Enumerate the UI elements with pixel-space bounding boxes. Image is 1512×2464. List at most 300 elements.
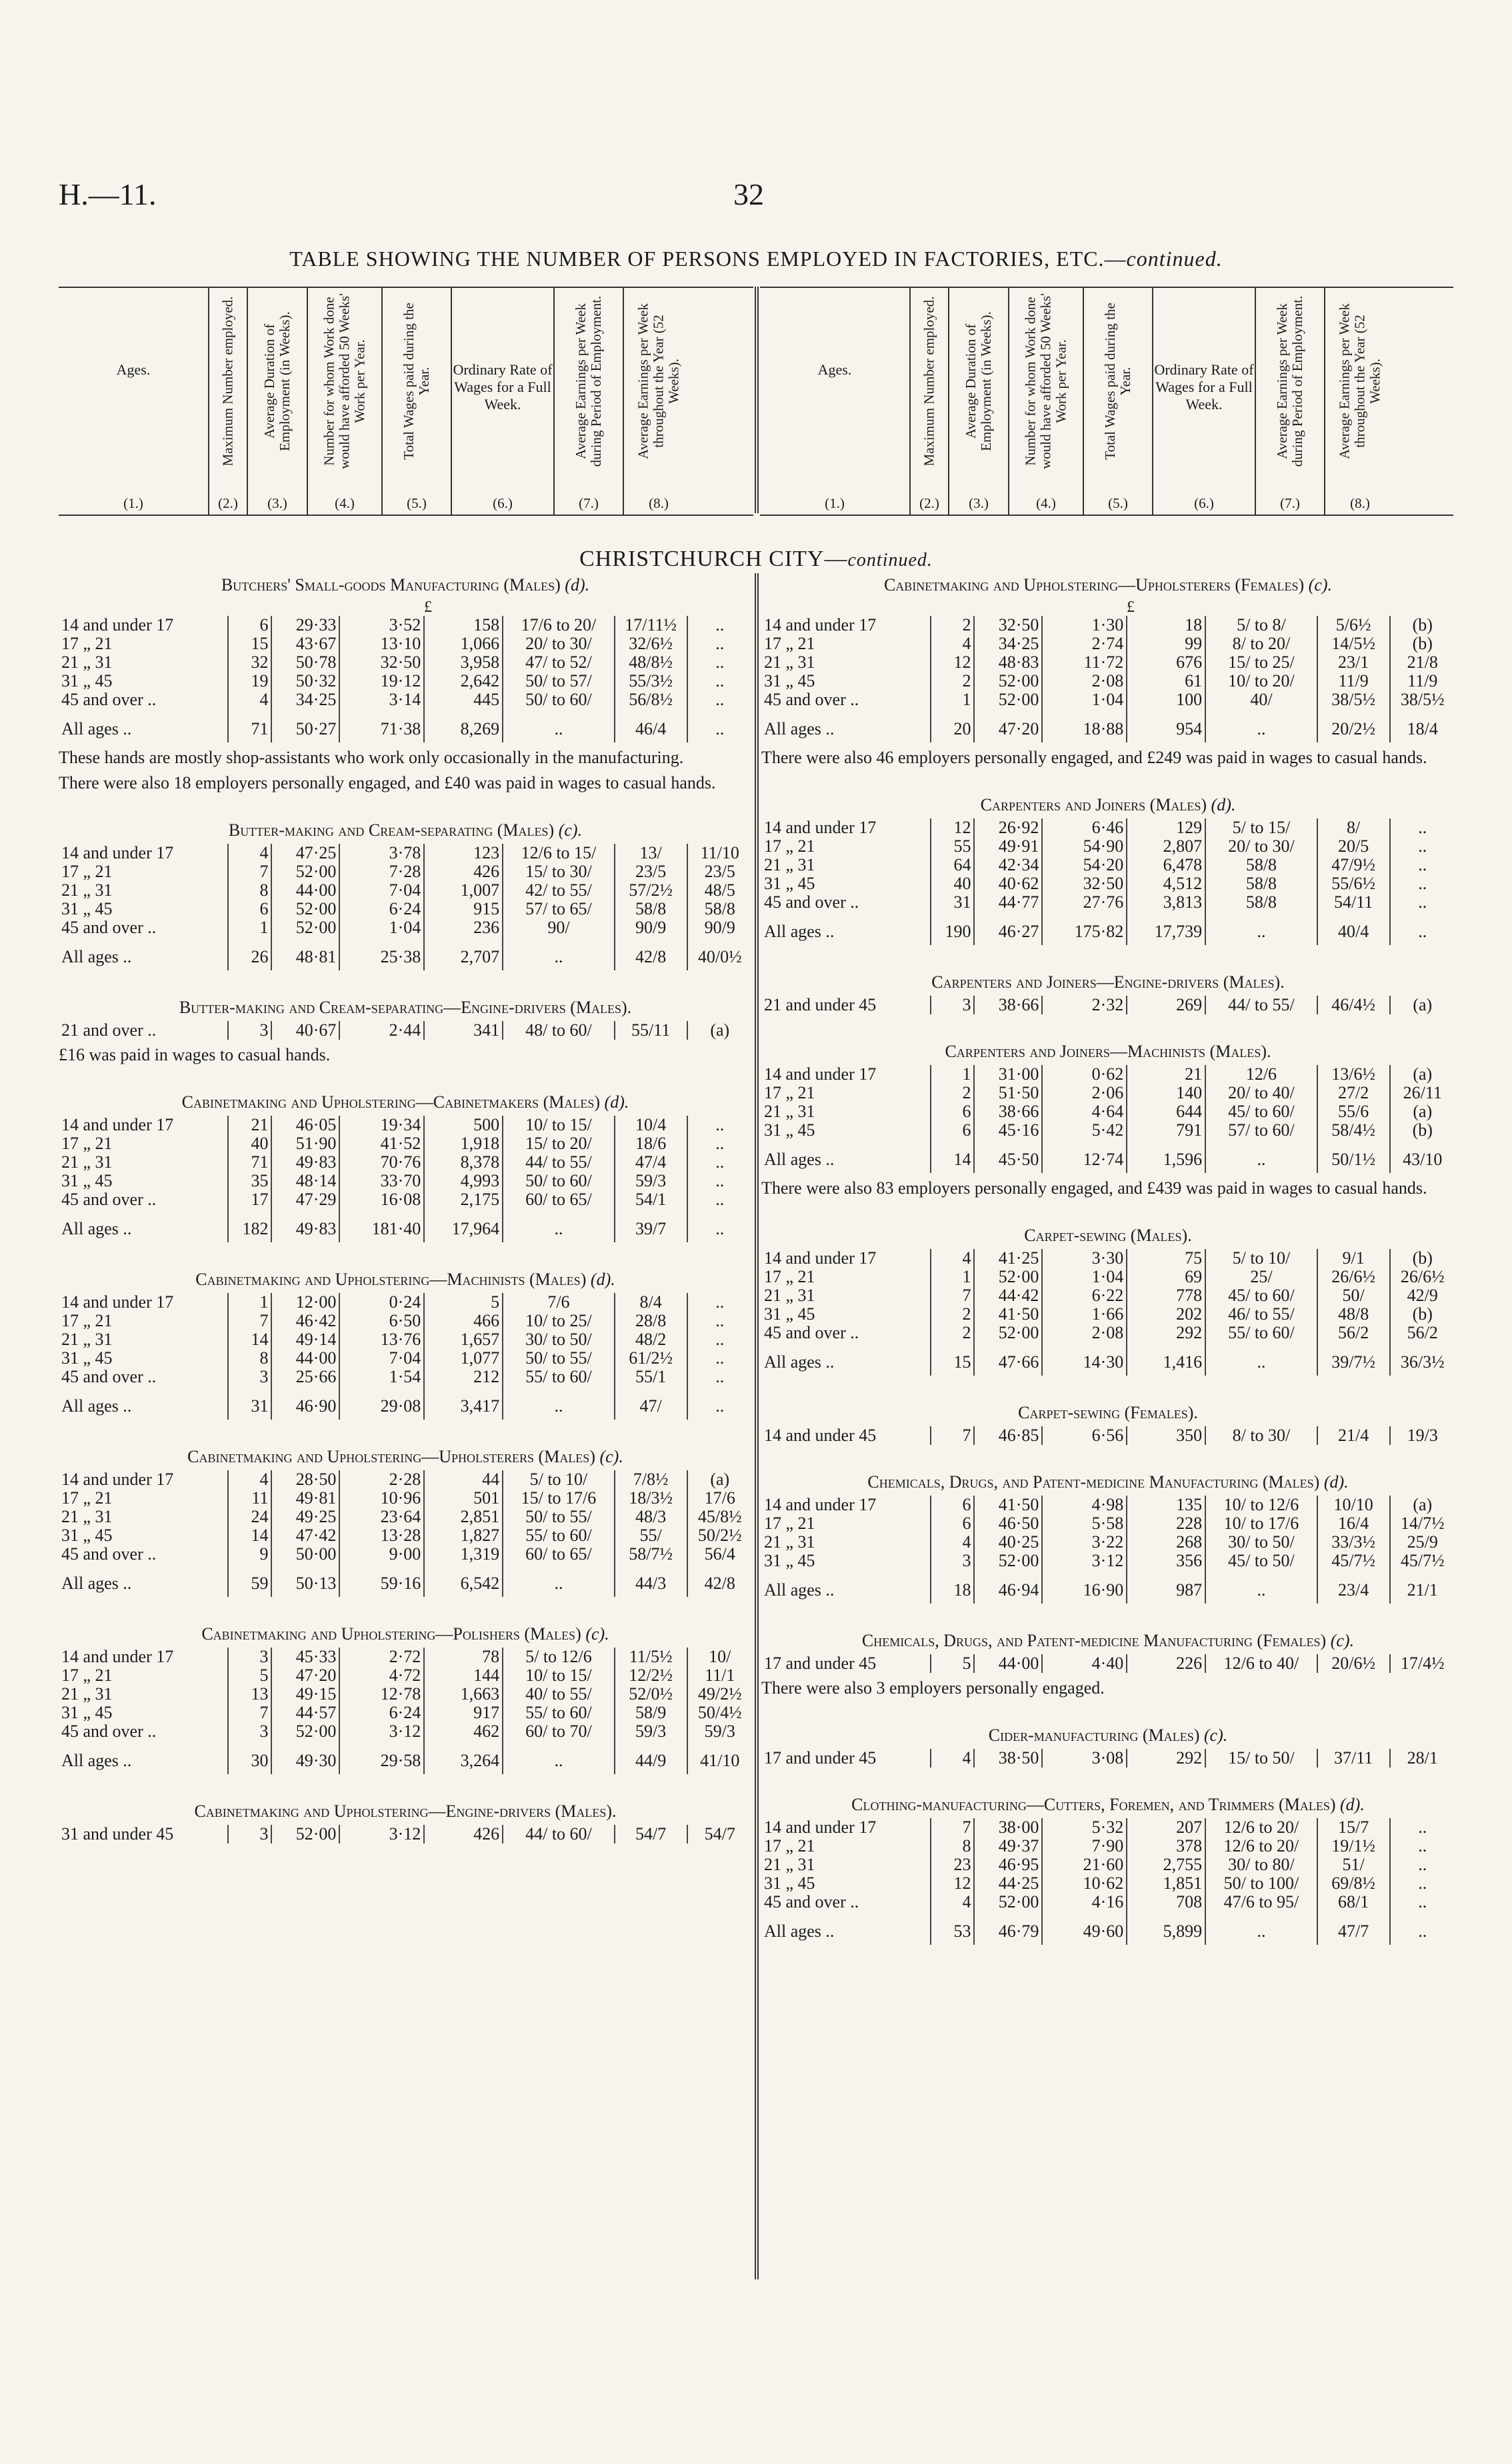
- cell: 14 and under 17: [61, 616, 174, 634]
- cell: 31 „ 45: [61, 1349, 113, 1368]
- cell: 3,264: [424, 1741, 503, 1774]
- cell: 21 „ 31: [61, 881, 113, 900]
- table-row: [59, 1312, 752, 1330]
- header-col-number: (8.): [649, 495, 669, 511]
- cell: 17 „ 21: [61, 1666, 113, 1685]
- table-section: [761, 575, 1455, 768]
- cell: 52·00: [271, 918, 339, 937]
- cell: (a): [1390, 1102, 1455, 1121]
- cell: 3·08: [1042, 1749, 1127, 1768]
- cell: 3: [931, 1552, 975, 1570]
- cell: 14 and under 17: [61, 1648, 174, 1666]
- cell: 11/9: [1390, 672, 1455, 690]
- table-row: [59, 1470, 752, 1489]
- cell: 58/8: [1205, 874, 1317, 893]
- cell: 48·81: [271, 937, 339, 970]
- data-table: [59, 1116, 752, 1242]
- cell: 0·24: [339, 1293, 424, 1312]
- cell: 56/2: [1317, 1324, 1390, 1342]
- cell: ..: [687, 1368, 752, 1386]
- cell: 56/8½: [615, 690, 687, 709]
- cell: 40/4: [1317, 912, 1390, 945]
- table-row: [761, 1121, 1455, 1140]
- table-section: [59, 997, 752, 1065]
- cell: 25/9: [1390, 1533, 1455, 1552]
- table-row: [59, 1153, 752, 1172]
- table-row: [59, 881, 752, 900]
- cell: ..: [1390, 1874, 1455, 1893]
- cell: 3·12: [339, 1825, 424, 1844]
- cell: 69: [1127, 1268, 1205, 1286]
- data-table: [761, 1818, 1455, 1945]
- table-row: [59, 1116, 752, 1134]
- cell: 6: [931, 1121, 975, 1140]
- cell: All ages ..: [61, 1751, 132, 1770]
- cell: 6: [931, 1496, 975, 1514]
- cell: 1,918: [424, 1134, 503, 1153]
- cell: 23/4: [1317, 1570, 1390, 1604]
- cell: 100: [1127, 690, 1205, 709]
- table-row: [761, 837, 1455, 856]
- header-label: Ages.: [116, 361, 151, 378]
- cell: (b): [1390, 616, 1455, 634]
- cell: 7·04: [339, 881, 424, 900]
- cell: 5/6½: [1317, 616, 1390, 634]
- section-title: Carpenters and Joiners (Males) (d).: [980, 795, 1236, 814]
- cell: 25·66: [271, 1368, 339, 1386]
- cell: 19·12: [339, 672, 424, 690]
- cell: ..: [1390, 1818, 1455, 1837]
- cell: 14·30: [1042, 1342, 1127, 1376]
- cell: 17 „ 21: [764, 837, 815, 856]
- cell: 16·90: [1042, 1570, 1127, 1604]
- table-section: [761, 1041, 1455, 1198]
- cell: 54/7: [615, 1825, 687, 1844]
- table-row: [59, 844, 752, 862]
- cell: 31·00: [974, 1065, 1042, 1084]
- table-section: [59, 1624, 752, 1774]
- table-row: [761, 856, 1455, 874]
- cell: 5: [424, 1293, 503, 1312]
- cell: 58/4½: [1317, 1121, 1390, 1140]
- cell: ..: [1390, 1855, 1455, 1874]
- header-col-number: (2.): [218, 495, 238, 511]
- cell: 8: [931, 1837, 975, 1855]
- total-row: [761, 1911, 1455, 1945]
- cell: 26/11: [1390, 1084, 1455, 1102]
- header-col-8: [1324, 288, 1395, 515]
- cell: 31 „ 45: [764, 672, 815, 690]
- cell: 46·27: [974, 912, 1042, 945]
- data-table: [59, 1293, 752, 1420]
- cell: 268: [1127, 1533, 1205, 1552]
- cell: 4: [228, 844, 272, 862]
- cell: 55/ to 60/: [503, 1704, 615, 1722]
- cell: 14 and under 17: [764, 1065, 877, 1084]
- cell: 7: [931, 1426, 975, 1445]
- cell: 1·66: [1042, 1305, 1127, 1324]
- cell: 20/ to 30/: [1205, 837, 1317, 856]
- cell: 1,657: [424, 1330, 503, 1349]
- cell: 20/ to 40/: [1205, 1084, 1317, 1102]
- cell: 8/: [1317, 818, 1390, 837]
- cell: 50/ to 100/: [1205, 1874, 1317, 1893]
- cell: 49·83: [271, 1153, 339, 1172]
- cell: 44·00: [271, 881, 339, 900]
- table-row: [761, 1102, 1455, 1121]
- cell: All ages ..: [61, 1219, 132, 1238]
- cell: 49·30: [271, 1741, 339, 1774]
- cell: 30: [228, 1741, 272, 1774]
- cell: 45/ to 60/: [1205, 1286, 1317, 1305]
- cell: 99: [1127, 634, 1205, 653]
- cell: (b): [1390, 1121, 1455, 1140]
- cell: 39/7: [615, 1209, 687, 1242]
- header-col-2: [208, 288, 247, 515]
- cell: 2: [931, 672, 975, 690]
- header-label: Total Wages paid during the Year.: [401, 303, 432, 460]
- cell: 12/6 to 20/: [1205, 1837, 1317, 1855]
- cell: 23: [931, 1855, 975, 1874]
- total-row: [761, 1570, 1455, 1604]
- cell: 47/4: [615, 1153, 687, 1172]
- cell: 6,478: [1127, 856, 1205, 874]
- cell: 50·27: [271, 709, 339, 742]
- cell: 14 and under 17: [61, 844, 174, 862]
- cell: All ages ..: [61, 1396, 132, 1416]
- cell: 708: [1127, 1893, 1205, 1911]
- table-row: [59, 1330, 752, 1349]
- header-label: Total Wages paid during the Year.: [1102, 303, 1133, 460]
- table-row: [59, 1489, 752, 1508]
- section-note: There were also 18 employers personally engaged, and £40 was paid in wages to casual hands.: [59, 773, 716, 792]
- cell: All ages ..: [764, 922, 835, 941]
- cell: 21 and over ..: [61, 1021, 157, 1040]
- data-table: [59, 1648, 752, 1774]
- cell: 16/4: [1317, 1514, 1390, 1533]
- section-title: Chemicals, Drugs, and Patent-medicine Manufacturing (Males) (d).: [867, 1472, 1349, 1492]
- cell: 1·30: [1042, 616, 1127, 634]
- cell: 38/5½: [1317, 690, 1390, 709]
- cell: 21/8: [1390, 653, 1455, 672]
- cell: ..: [687, 709, 752, 742]
- table-row: [59, 1722, 752, 1741]
- cell: 17/4½: [1390, 1654, 1455, 1673]
- table-section: [59, 1801, 752, 1844]
- table-row: [761, 1286, 1455, 1305]
- table-row: [59, 1704, 752, 1722]
- cell: 45/7½: [1317, 1552, 1390, 1570]
- cell: 17 „ 21: [764, 1514, 815, 1533]
- cell: 2: [931, 1324, 975, 1342]
- cell: ..: [503, 1564, 615, 1597]
- cell: 44·57: [271, 1704, 339, 1722]
- cell: 8/ to 30/: [1205, 1426, 1317, 1445]
- cell: 26/6½: [1390, 1268, 1455, 1286]
- cell: 39/7½: [1317, 1342, 1390, 1376]
- cell: 52·00: [974, 1552, 1042, 1570]
- cell: 71: [228, 1153, 272, 1172]
- cell: 31 „ 45: [61, 1172, 113, 1190]
- cell: 13·76: [339, 1330, 424, 1349]
- cell: 5·42: [1042, 1121, 1127, 1140]
- table-section: [59, 820, 752, 970]
- cell: 3: [228, 1825, 272, 1844]
- cell: 4,993: [424, 1172, 503, 1190]
- city-heading: CHRISTCHURCH CITY—continued.: [579, 547, 933, 571]
- cell: 1,319: [424, 1545, 503, 1564]
- table-row: [59, 918, 752, 937]
- cell: 71·38: [339, 709, 424, 742]
- cell: 14 and under 17: [764, 1496, 877, 1514]
- table-row: [761, 874, 1455, 893]
- cell: 45 and over ..: [61, 1722, 157, 1741]
- cell: 13/6½: [1317, 1065, 1390, 1084]
- cell: 49·81: [271, 1489, 339, 1508]
- cell: 61/2½: [615, 1349, 687, 1368]
- section-title: Cider-manufacturing (Males) (c).: [988, 1726, 1228, 1745]
- cell: ..: [503, 1386, 615, 1420]
- cell: 11·72: [1042, 653, 1127, 672]
- cell: 123: [424, 844, 503, 862]
- cell: 31 „ 45: [764, 1121, 815, 1140]
- section-note: These hands are mostly shop-assistants who work only occasionally in the manufacturing.: [59, 748, 684, 767]
- cell: ..: [1205, 1911, 1317, 1945]
- cell: ..: [687, 1172, 752, 1190]
- cell: 21 „ 31: [764, 653, 815, 672]
- cell: 36/3½: [1390, 1342, 1455, 1376]
- cell: 778: [1127, 1286, 1205, 1305]
- cell: 8/ to 20/: [1205, 634, 1317, 653]
- table-row: [761, 1855, 1455, 1874]
- cell: 21 „ 31: [61, 1685, 113, 1704]
- cell: ..: [687, 1312, 752, 1330]
- cell: 17 „ 21: [764, 1268, 815, 1286]
- cell: ..: [687, 1349, 752, 1368]
- cell: 44/3: [615, 1564, 687, 1597]
- cell: 378: [1127, 1837, 1205, 1855]
- cell: 18·88: [1042, 709, 1127, 742]
- cell: 3,813: [1127, 893, 1205, 912]
- cell: 31 „ 45: [61, 1526, 113, 1545]
- cell: 20/6½: [1317, 1654, 1390, 1673]
- cell: 90/9: [615, 918, 687, 937]
- cell: 4·72: [339, 1666, 424, 1685]
- cell: 10/: [687, 1648, 752, 1666]
- cell: 5/ to 12/6: [503, 1648, 615, 1666]
- data-table: [761, 1065, 1455, 1173]
- header-label: Average Earnings per Week throughout the Year (52 Weeks).: [1336, 303, 1383, 459]
- cell: 69/8½: [1317, 1874, 1390, 1893]
- header-label: Maximum Number employed.: [219, 296, 236, 467]
- cell: 10/ to 15/: [503, 1116, 615, 1134]
- cell: 18: [1127, 616, 1205, 634]
- total-row: [59, 709, 752, 742]
- cell: (b): [1390, 1305, 1455, 1324]
- header-col-2: [909, 288, 948, 515]
- section-title: Carpet-sewing (Females).: [1018, 1403, 1198, 1422]
- cell: 47·29: [271, 1190, 339, 1209]
- cell: 58/7½: [615, 1545, 687, 1564]
- cell: ..: [1205, 1140, 1317, 1173]
- cell: 2·44: [339, 1021, 424, 1040]
- cell: 46·95: [974, 1855, 1042, 1874]
- cell: 45·16: [974, 1121, 1042, 1140]
- cell: 52·00: [271, 1722, 339, 1741]
- cell: 38·66: [974, 996, 1042, 1014]
- cell: 48/2: [615, 1330, 687, 1349]
- cell: 10/ to 12/6: [1205, 1496, 1317, 1514]
- cell: 17 „ 21: [61, 634, 113, 653]
- cell: 6: [931, 1102, 975, 1121]
- cell: 12: [931, 818, 975, 837]
- cell: 21/1: [1390, 1570, 1455, 1604]
- table-row: [761, 1654, 1455, 1673]
- cell: 60/ to 65/: [503, 1545, 615, 1564]
- cell: 43/10: [1390, 1140, 1455, 1173]
- header-label: Ordinary Rate of Wages for a Full Week.: [1154, 361, 1254, 413]
- cell: 47/ to 52/: [503, 653, 615, 672]
- cell: 51/: [1317, 1855, 1390, 1874]
- cell: 12·00: [271, 1293, 339, 1312]
- cell: 14: [228, 1526, 272, 1545]
- data-table: [761, 996, 1455, 1014]
- cell: 49/2½: [687, 1685, 752, 1704]
- header-col-5: [381, 288, 451, 515]
- cell: 15/ to 25/: [1205, 653, 1317, 672]
- cell: 1: [931, 1065, 975, 1084]
- total-row: [59, 1564, 752, 1597]
- data-table: [761, 1654, 1455, 1673]
- cell: 10/ to 15/: [503, 1666, 615, 1685]
- cell: 51·50: [974, 1084, 1042, 1102]
- cell: ..: [1205, 1342, 1317, 1376]
- table-row: [761, 1514, 1455, 1533]
- header-col-7: [1255, 288, 1324, 515]
- cell: 42·34: [974, 856, 1042, 874]
- cell: ..: [1205, 1570, 1317, 1604]
- cell: 55/11: [615, 1021, 687, 1040]
- cell: 13·28: [339, 1526, 424, 1545]
- cell: 41·50: [974, 1305, 1042, 1324]
- cell: 46·90: [271, 1386, 339, 1420]
- cell: 58/8: [687, 900, 752, 918]
- cell: 42/ to 55/: [503, 881, 615, 900]
- cell: 2·74: [1042, 634, 1127, 653]
- cell: 44: [424, 1470, 503, 1489]
- table-row: [59, 1545, 752, 1564]
- section-title: Cabinetmaking and Upholstering—Upholsterers (Males) (c).: [187, 1447, 623, 1466]
- table-section: [59, 1092, 752, 1242]
- cell: 7: [931, 1286, 975, 1305]
- cell: 31 „ 45: [61, 900, 113, 918]
- table-row: [59, 690, 752, 709]
- cell: (b): [1390, 1249, 1455, 1268]
- page-number: 32: [733, 177, 764, 211]
- cell: 2·32: [1042, 996, 1127, 1014]
- cell: 55/ to 60/: [1205, 1324, 1317, 1342]
- cell: 57/ to 65/: [503, 900, 615, 918]
- cell: 20: [931, 709, 975, 742]
- cell: 21 „ 31: [764, 1286, 815, 1305]
- cell: 50/2½: [687, 1526, 752, 1545]
- cell: 21: [228, 1116, 272, 1134]
- header-label: Number for whom Work done would have afforded 50 Weeks' Work per Year.: [1022, 293, 1069, 469]
- cell: 21/4: [1317, 1426, 1390, 1445]
- cell: 8/4: [615, 1293, 687, 1312]
- cell: 45 and over ..: [764, 690, 859, 709]
- cell: All ages ..: [61, 947, 132, 966]
- cell: 33·70: [339, 1172, 424, 1190]
- cell: 4: [228, 690, 272, 709]
- table-row: [59, 1648, 752, 1666]
- cell: 38/5½: [1390, 690, 1455, 709]
- cell: 3: [228, 1021, 272, 1040]
- cell: 7·90: [1042, 1837, 1127, 1855]
- cell: 45 and over ..: [61, 690, 157, 709]
- cell: 40: [228, 1134, 272, 1153]
- cell: ..: [1390, 1837, 1455, 1855]
- cell: 13: [228, 1685, 272, 1704]
- total-row: [761, 1342, 1455, 1376]
- cell: 54·90: [1042, 837, 1127, 856]
- cell: 52·00: [974, 690, 1042, 709]
- cell: 44·00: [271, 1349, 339, 1368]
- cell: 57/2½: [615, 881, 687, 900]
- cell: 75: [1127, 1249, 1205, 1268]
- cell: ..: [1205, 709, 1317, 742]
- cell: 55/6½: [1317, 874, 1390, 893]
- cell: 71: [228, 709, 272, 742]
- cell: 44·25: [974, 1874, 1042, 1893]
- table-section: [761, 1225, 1455, 1376]
- cell: 5,899: [1127, 1911, 1205, 1945]
- table-row: [761, 634, 1455, 653]
- table-row: [761, 1084, 1455, 1102]
- cell: 1,827: [424, 1526, 503, 1545]
- cell: 43·67: [271, 634, 339, 653]
- cell: 21 „ 31: [764, 856, 815, 874]
- cell: 38·66: [974, 1102, 1042, 1121]
- cell: 4·64: [1042, 1102, 1127, 1121]
- header-col-4: [1008, 288, 1083, 515]
- cell: 49·37: [974, 1837, 1042, 1855]
- cell: 4: [931, 634, 975, 653]
- cell: 14 and under 17: [61, 1470, 174, 1489]
- cell: 17/6 to 20/: [503, 616, 615, 634]
- cell: 10·62: [1042, 1874, 1127, 1893]
- cell: All ages ..: [61, 719, 132, 738]
- cell: 1,596: [1127, 1140, 1205, 1173]
- cell: 23/5: [687, 862, 752, 881]
- cell: ..: [687, 653, 752, 672]
- cell: 58/8: [615, 900, 687, 918]
- cell: 45·33: [271, 1648, 339, 1666]
- cell: 46/ to 55/: [1205, 1305, 1317, 1324]
- data-table: [761, 1426, 1455, 1445]
- table-row: [761, 1065, 1455, 1084]
- table-row: [59, 672, 752, 690]
- table-row: [59, 900, 752, 918]
- cell: 1,007: [424, 881, 503, 900]
- cell: 90/: [503, 918, 615, 937]
- cell: 49·83: [271, 1209, 339, 1242]
- cell: 55/: [615, 1526, 687, 1545]
- cell: 55/ to 60/: [503, 1368, 615, 1386]
- data-table: [761, 818, 1455, 945]
- cell: 44/ to 55/: [503, 1153, 615, 1172]
- cell: 52·00: [974, 1268, 1042, 1286]
